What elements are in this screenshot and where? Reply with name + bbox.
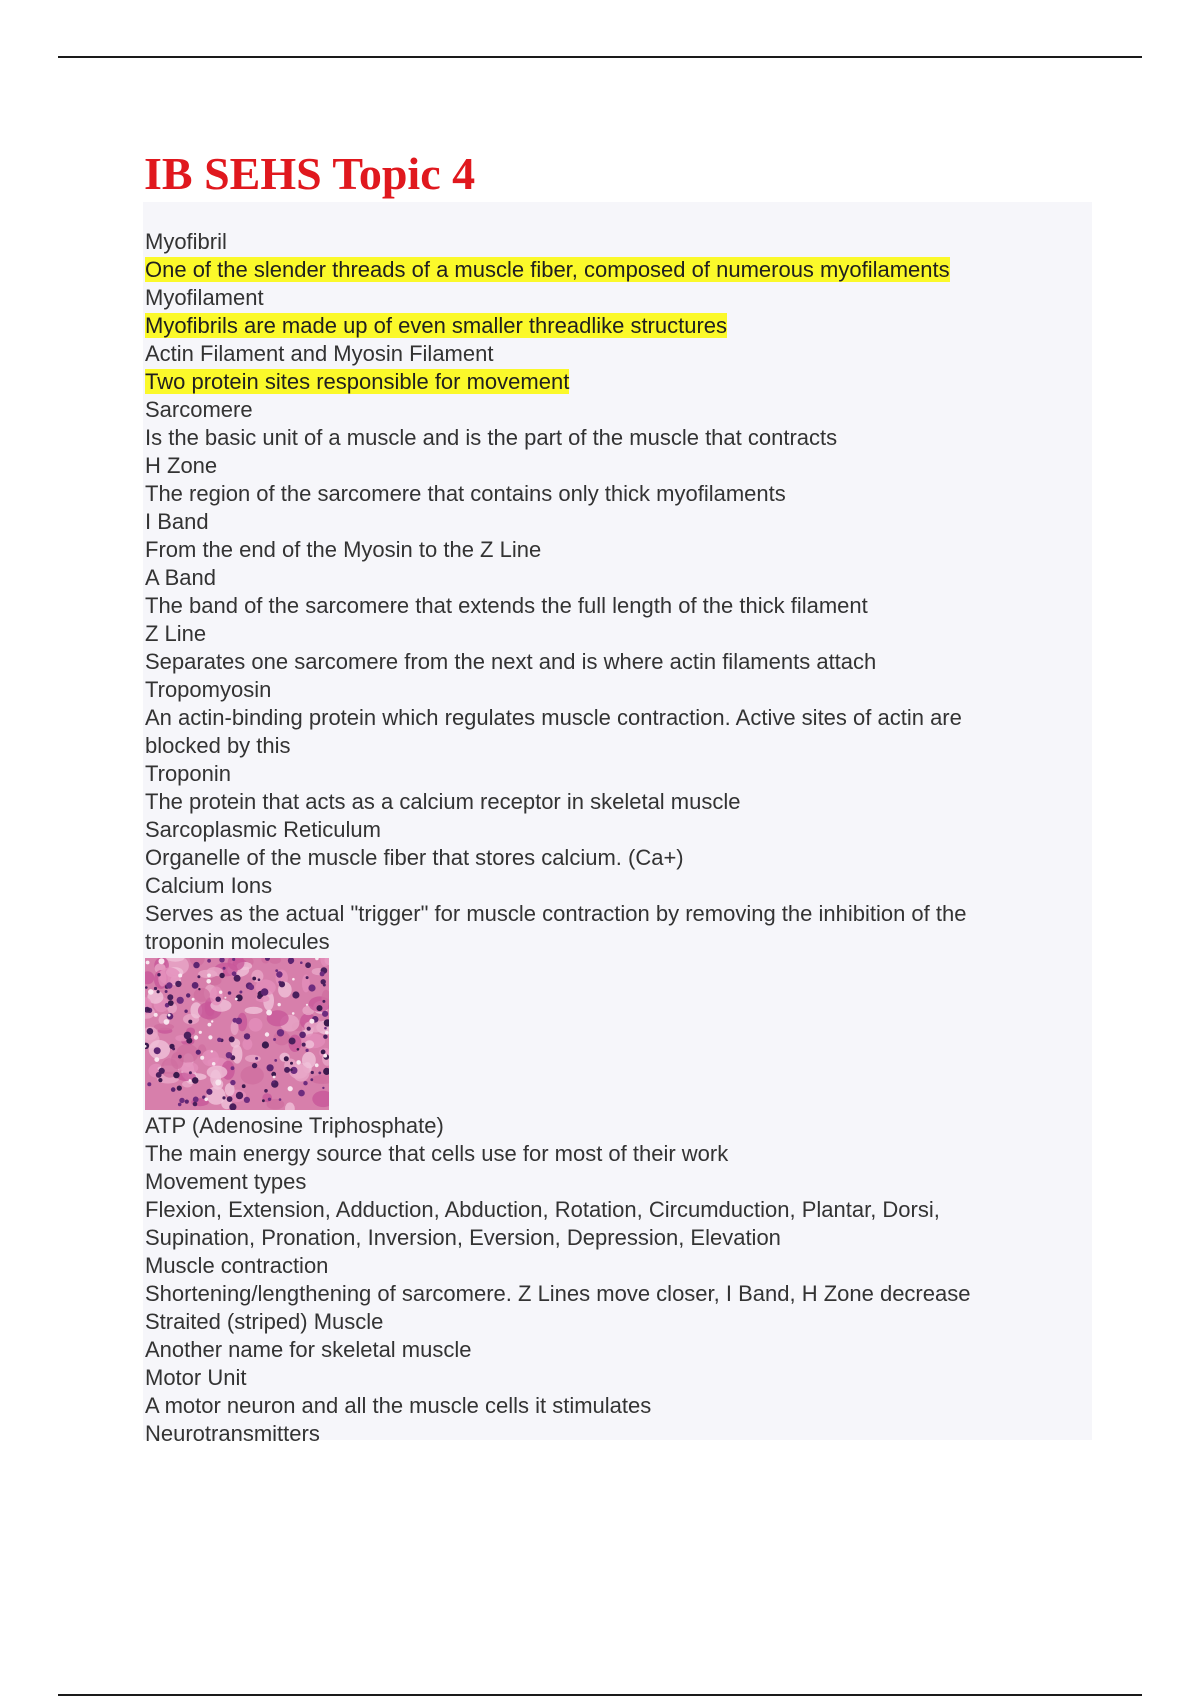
term: Sarcomere [145,397,253,422]
definition: From the end of the Myosin to the Z Line [145,537,542,562]
definition-highlighted: Two protein sites responsible for movement [145,369,570,394]
histology-image [145,958,329,1110]
definition: An actin-binding protein which regulates muscle contraction. Active sites of actin are [145,705,962,730]
header-rule [58,56,1142,58]
definition: A motor neuron and all the muscle cells it stimulates [145,1393,652,1418]
term: Myofilament [145,285,264,310]
term: Calcium Ions [145,873,273,898]
definition: Shortening/lengthening of sarcomere. Z Lines move closer, I Band, H Zone decrease [145,1281,971,1306]
term: Sarcoplasmic Reticulum [145,817,381,842]
definition: blocked by this [145,733,291,758]
definition: Is the basic unit of a muscle and is the part of the muscle that contracts [145,425,838,450]
definition: The band of the sarcomere that extends the full length of the thick filament [145,593,868,618]
term: Z Line [145,621,207,646]
term: I Band [145,509,209,534]
term: Straited (striped) Muscle [145,1309,384,1334]
term: Troponin [145,761,232,786]
term: A Band [145,565,216,590]
term: Tropomyosin [145,677,272,702]
definition: Flexion, Extension, Adduction, Abduction, Rotation, Circumduction, Plantar, Dorsi, [145,1197,940,1222]
term: H Zone [145,453,218,478]
term: Motor Unit [145,1365,247,1390]
term: ATP (Adenosine Triphosphate) [145,1113,444,1138]
definition: Another name for skeletal muscle [145,1337,472,1362]
document-title: IB SEHS Topic 4 [144,148,476,199]
definition: The main energy source that cells use for most of their work [145,1141,729,1166]
definition: Organelle of the muscle fiber that stores calcium. (Ca+) [145,845,684,870]
definition: Separates one sarcomere from the next and is where actin filaments attach [145,649,877,674]
term: Actin Filament and Myosin Filament [145,341,494,366]
definition: The region of the sarcomere that contains only thick myofilaments [145,481,786,506]
definition-highlighted: Myofibrils are made up of even smaller threadlike structures [145,313,728,338]
flashcard-list [145,228,1075,1448]
definition-highlighted: One of the slender threads of a muscle fiber, composed of numerous myofilaments [145,257,950,282]
definition: Serves as the actual "trigger" for muscle contraction by removing the inhibition of the [145,901,967,926]
term: Myofibril [145,229,227,254]
definition: The protein that acts as a calcium receptor in skeletal muscle [145,789,741,814]
term: Neurotransmitters [145,1421,320,1446]
term: Muscle contraction [145,1253,329,1278]
term: Movement types [145,1169,307,1194]
definition: Supination, Pronation, Inversion, Eversion, Depression, Elevation [145,1225,781,1250]
footer-rule [58,1694,1142,1696]
definition: troponin molecules [145,929,330,954]
